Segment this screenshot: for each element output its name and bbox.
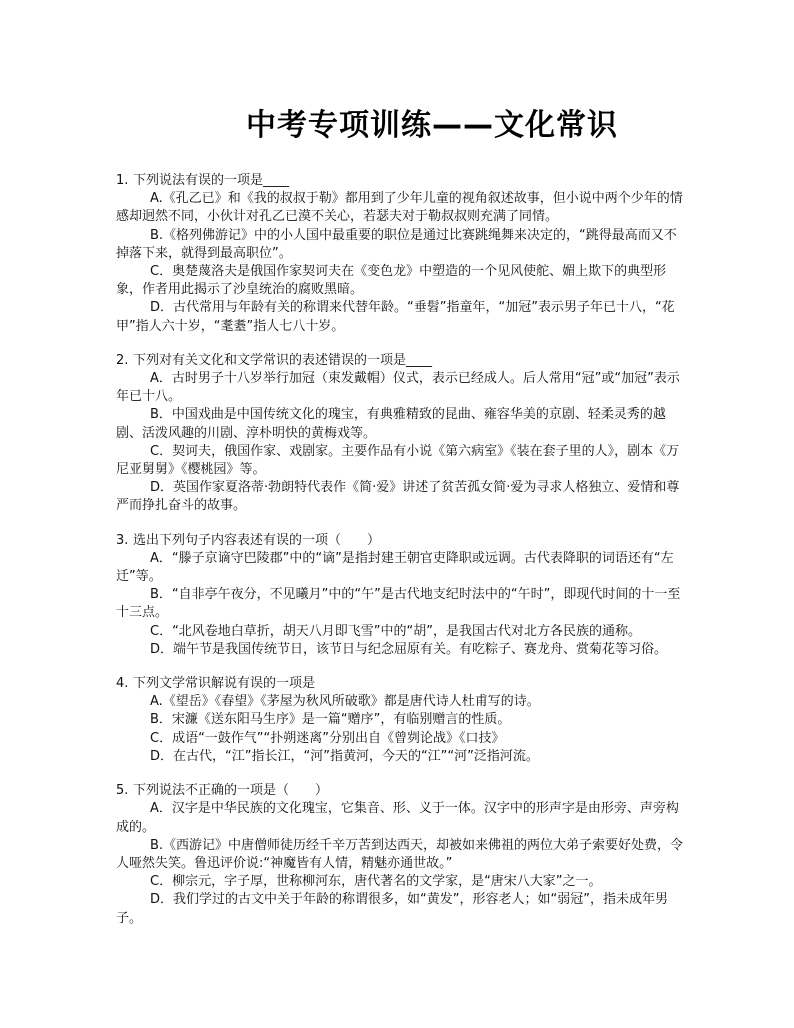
question-option: C．成语“一鼓作气”“扑朔迷离”分别出自《曾刿论战》《口技》	[150, 730, 505, 746]
question-stem	[116, 675, 686, 693]
question-option: A．古时男子十八岁举行加冠（束发戴帽）仪式，表示已经成人。后人常用“冠”或“加冠”表示年已十八。	[116, 371, 680, 405]
question-option: B．“自非亭午夜分，不见曦月”中的“午”是古代地支纪时法中的“午时”，即现代时间的十一至十三点。	[116, 587, 681, 621]
question-option: A.《孔乙已》和《我的叔叔于勒》都用到了少年儿童的视角叙述故事，但小说中两个少年的情感却迥然不同，小伙计对孔乙已漠不关心，若瑟夫对于勒叔叔则充满了同情。	[116, 191, 683, 225]
question	[116, 172, 686, 336]
question-option: C．“北风卷地白草折，胡天八月即飞雪”中的“胡”，是我国古代对北方各民族的通称。	[150, 623, 642, 639]
question-number: 4.	[116, 676, 129, 692]
question-stem	[116, 352, 686, 370]
question-option: A．“滕子京谪守巴陵郡”中的“谪”是指封建王朝官吏降职或远调。古代表降职的词语还有“左迁”等。	[116, 550, 674, 585]
question-option: B.《格列佛游记》中的小人国中最重要的职位是通过比赛跳绳舞来决定的，“跳得最高而又不掉落下来，就得到最高职位”。	[116, 227, 677, 261]
question-stem	[116, 172, 686, 190]
question-option: C．契诃夫，俄国作家、戏剧家。主要作品有小说《第六病室》《装在套子里的人》，剧本《万尼亚舅舅》《樱桃园》等。	[116, 443, 680, 478]
question-option: C．柳宗元，字子厚，世称柳河东，唐代著名的文学家，是“唐宋八大家”之一。	[150, 874, 602, 890]
question-option: D．古代常用与年龄有关的称谓来代替年龄。“垂髫”指童年，“加冠”表示男子年已十八，“花甲”指人六十岁，“耄耋”指人七八十岁。	[116, 300, 675, 334]
question-option: A．汉字是中华民族的文化瑰宝，它集音、形、义于一体。汉字中的形声字是由形旁、声旁构成的。	[116, 801, 679, 835]
question	[116, 782, 686, 928]
page-title: 中考专项训练——文化常识	[246, 108, 618, 143]
question	[116, 675, 686, 766]
question-text: 下列说法有误的一项是____	[133, 173, 290, 188]
question-option: B．中国戏曲是中国传统文化的瑰宝，有典雅精致的昆曲、雍容华美的京剧、轻柔灵秀的越剧、活泼风趣的川剧、淳朴明快的黄梅戏等。	[116, 407, 666, 441]
question-text: 下列文学常识解说有误的一项是	[133, 676, 316, 692]
question	[116, 352, 686, 516]
question-number: 5.	[116, 783, 129, 799]
question-option: A.《望岳》《春望》《茅屋为秋风所破歌》都是唐代诗人杜甫写的诗。	[150, 694, 540, 710]
question-text: 下列说法不正确的一项是（ ）	[133, 783, 329, 799]
question-option: C．奥楚蔑洛夫是俄国作家契诃夫在《变色龙》中塑造的一个见风使舵、媚上欺下的典型形象，作者用此揭示了沙皇统治的腐败黑暗。	[116, 264, 667, 298]
question-option: D．端午节是我国传统节日，该节日与纪念屈原有关。有吃粽子、赛龙舟、赏菊花等习俗。	[150, 641, 668, 657]
question-stem	[116, 782, 686, 800]
question-text: 选出下列句子内容表述有误的一项（ ）	[133, 532, 381, 548]
question-option: D．在古代，“江”指长江，“河”指黄河，今天的“江”“河”泛指河流。	[150, 748, 539, 764]
question	[116, 532, 686, 659]
question-option: D．英国作家夏洛蒂·勃朗特代表作《简·爱》讲述了贫苦孤女简·爱为寻求人格独立、爱情和尊严而挣扎奋斗的故事。	[116, 480, 680, 514]
question-number: 2.	[116, 352, 129, 368]
question-text: 下列对有关文化和文学常识的表述错误的一项是____	[133, 352, 433, 368]
question-stem	[116, 532, 686, 550]
question-number: 3.	[116, 532, 129, 548]
question-option: B.《西游记》中唐僧师徒历经千辛万苦到达西天，却被如来佛祖的两位大弟子索要好处费，令人哑然失笑。鲁迅评价说:“神魔皆有人情，精魅亦通世故。”	[116, 837, 684, 871]
question-option: D．我们学过的古文中关于年龄的称谓很多，如“黄发”，形容老人；如“弱冠”，指未成年男子。	[116, 892, 668, 926]
question-number: 1.	[116, 173, 129, 188]
question-option: B．宋濂《送东阳马生序》是一篇“赠序”，有临别赠言的性质。	[150, 712, 511, 728]
question-list	[116, 172, 686, 928]
